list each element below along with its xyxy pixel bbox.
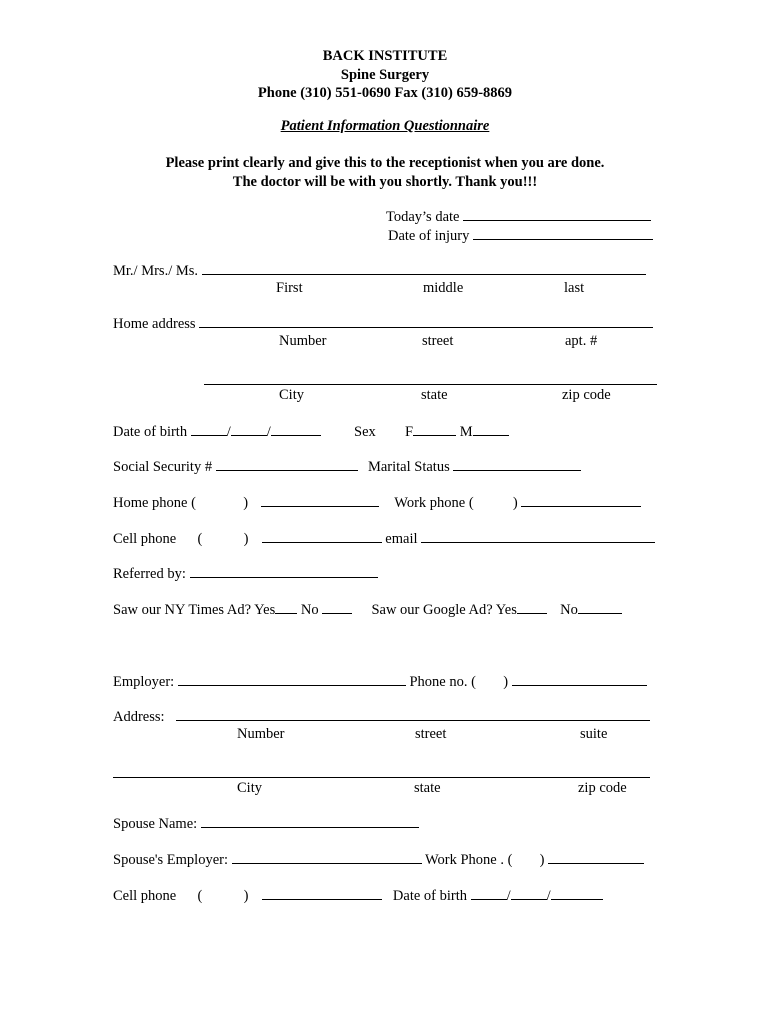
nyt-yes-field[interactable] xyxy=(275,600,297,614)
todays-date-field[interactable] xyxy=(463,207,651,221)
home-address-field[interactable] xyxy=(199,314,653,328)
dob-slash-2: / xyxy=(266,424,271,440)
marital-label: Marital Status xyxy=(367,459,450,475)
cell-phone-label: Cell phone xyxy=(113,531,177,547)
employer-field[interactable] xyxy=(178,672,406,686)
dob-month-field[interactable] xyxy=(191,422,227,436)
sex-label: Sex xyxy=(354,424,376,440)
addr-apt-caption: apt. # xyxy=(565,333,598,349)
employer-address-label: Address: xyxy=(113,709,165,725)
email-label: email xyxy=(385,531,418,547)
spouse-cell-paren-close: ) xyxy=(243,888,249,904)
emp-state-caption: state xyxy=(414,780,441,796)
google-ad-label: Saw our Google Ad? Yes xyxy=(371,602,517,618)
name-field[interactable] xyxy=(202,261,646,275)
todays-date-row xyxy=(386,207,651,226)
spouse-dob-month-field[interactable] xyxy=(471,886,507,900)
date-of-injury-row xyxy=(388,226,653,245)
dob-sex-row xyxy=(113,422,509,441)
dob-day-field[interactable] xyxy=(231,422,267,436)
spouse-dob-day-field[interactable] xyxy=(511,886,547,900)
spouse-dob-slash-1: / xyxy=(506,888,511,904)
spouse-work-phone-field[interactable] xyxy=(548,850,644,864)
name-last-caption: last xyxy=(564,280,585,296)
instruction-line-1: Please print clearly and give this to the receptionist when you are done. xyxy=(165,155,605,171)
date-of-injury-label: Date of injury xyxy=(388,228,470,244)
form-title: Patient Information Questionnaire xyxy=(280,118,490,134)
employer-phone-paren: ) xyxy=(503,674,509,690)
cell-paren-close: ) xyxy=(243,531,249,547)
spouse-employer-row xyxy=(113,850,644,869)
home-address-row xyxy=(113,314,653,333)
google-yes-field[interactable] xyxy=(517,600,547,614)
work-phone-paren: ) xyxy=(512,495,518,511)
home-phone-label: Home phone ( xyxy=(113,495,196,511)
addr-number-caption: Number xyxy=(279,333,327,349)
cell-email-row xyxy=(113,529,655,548)
email-field[interactable] xyxy=(421,529,655,543)
referred-field[interactable] xyxy=(190,564,378,578)
cell-paren-open: ( xyxy=(197,531,203,547)
nyt-ad-label: Saw our NY Times Ad? Yes xyxy=(113,602,276,618)
home-address-label: Home address xyxy=(113,316,196,332)
work-phone-field[interactable] xyxy=(521,493,641,507)
spouse-employer-field[interactable] xyxy=(232,850,422,864)
employer-address-field[interactable] xyxy=(176,707,650,721)
employer-address-row xyxy=(113,707,650,726)
spouse-cell-label: Cell phone xyxy=(113,888,177,904)
addr-street-caption: street xyxy=(422,333,454,349)
spouse-dob-label: Date of birth xyxy=(392,888,468,904)
name-prefix-label: Mr./ Mrs./ Ms. xyxy=(113,263,199,279)
org-name: BACK INSTITUTE xyxy=(322,48,448,64)
instructions xyxy=(0,154,770,192)
dob-label: Date of birth xyxy=(113,424,188,440)
spouse-employer-label: Spouse's Employer: xyxy=(113,852,228,868)
spouse-cell-paren-open: ( xyxy=(197,888,203,904)
sex-f-label: F xyxy=(405,424,414,440)
home-phone-paren: ) xyxy=(243,495,249,511)
addr-zip-caption: zip code xyxy=(562,387,611,403)
home-phone-field[interactable] xyxy=(261,493,379,507)
referred-row xyxy=(113,564,378,583)
emp-city-caption: City xyxy=(237,780,262,796)
ssn-field[interactable] xyxy=(216,457,358,471)
ssn-marital-row xyxy=(113,457,581,476)
ssn-label: Social Security # xyxy=(113,459,213,475)
sex-m-label: M xyxy=(459,424,473,440)
sex-m-field[interactable] xyxy=(473,422,509,436)
spouse-name-row xyxy=(113,814,419,833)
phone-row xyxy=(113,493,641,512)
spouse-cell-row xyxy=(113,886,603,905)
instruction-line-2: The doctor will be with you shortly. Thank you!!! xyxy=(232,174,538,190)
work-phone-label: Work phone ( xyxy=(394,495,474,511)
spouse-work-phone-paren: ) xyxy=(539,852,545,868)
google-no-field[interactable] xyxy=(578,600,622,614)
ads-row xyxy=(113,600,622,619)
marital-field[interactable] xyxy=(453,457,581,471)
spouse-name-field[interactable] xyxy=(201,814,419,828)
name-row xyxy=(113,261,646,280)
cell-phone-field[interactable] xyxy=(262,529,382,543)
sex-f-field[interactable] xyxy=(413,422,456,436)
date-of-injury-field[interactable] xyxy=(473,226,653,240)
employer-row xyxy=(113,672,647,691)
emp-number-caption: Number xyxy=(237,726,285,742)
spouse-dob-slash-2: / xyxy=(546,888,551,904)
city-state-zip-field[interactable] xyxy=(204,384,657,385)
spouse-name-label: Spouse Name: xyxy=(113,816,198,832)
google-no-label: No xyxy=(560,602,578,618)
name-first-caption: First xyxy=(276,280,303,296)
addr-state-caption: state xyxy=(421,387,448,403)
addr-city-caption: City xyxy=(279,387,304,403)
employer-city-state-zip-field[interactable] xyxy=(113,777,650,778)
referred-label: Referred by: xyxy=(113,566,186,582)
department: Spine Surgery xyxy=(340,66,430,83)
employer-phone-label: Phone no. ( xyxy=(409,674,476,690)
emp-zip-caption: zip code xyxy=(578,780,627,796)
letterhead xyxy=(0,47,770,103)
contact-line: Phone (310) 551-0690 Fax (310) 659-8869 xyxy=(257,85,513,101)
emp-street-caption: street xyxy=(415,726,447,742)
spouse-cell-field[interactable] xyxy=(262,886,382,900)
name-middle-caption: middle xyxy=(423,280,464,296)
dob-year-field[interactable] xyxy=(271,422,321,436)
dob-slash-1: / xyxy=(226,424,231,440)
employer-phone-field[interactable] xyxy=(512,672,647,686)
spouse-work-phone-label: Work Phone . ( xyxy=(424,852,513,868)
employer-label: Employer: xyxy=(113,674,175,690)
todays-date-label: Today’s date xyxy=(386,209,460,225)
emp-suite-caption: suite xyxy=(580,726,608,742)
nyt-no-field[interactable] xyxy=(322,600,352,614)
nyt-no-label: No xyxy=(300,602,319,618)
spouse-dob-year-field[interactable] xyxy=(551,886,603,900)
